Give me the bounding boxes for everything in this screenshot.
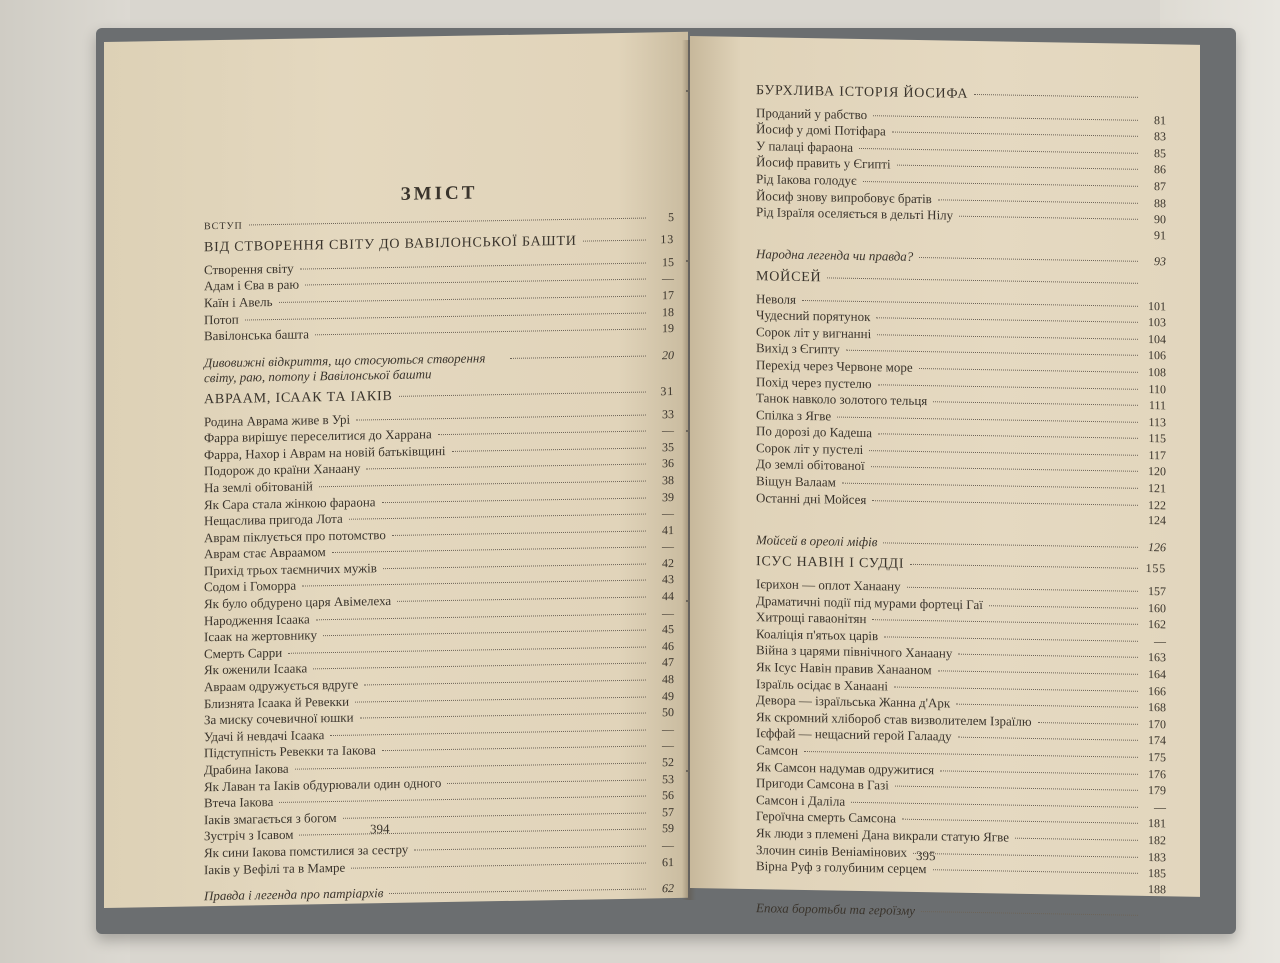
toc-page-number: 175 (1148, 749, 1166, 765)
toc-entry-label: Як сини Іакова помстилися за сестру (204, 841, 409, 861)
toc-entry-label: Як оженили Ісаака (204, 660, 308, 678)
dot-leader (938, 670, 1138, 674)
dot-leader (895, 786, 1138, 791)
dot-leader (846, 350, 1138, 356)
dot-leader (958, 737, 1138, 741)
dot-leader (989, 605, 1138, 609)
toc-page-number: 20 (662, 347, 674, 363)
toc-page-number: 41 (662, 522, 674, 537)
toc-entry-label: Мойсей в ореолі міфів (756, 531, 878, 550)
dot-leader (863, 181, 1138, 187)
toc-page-number: — (662, 838, 674, 853)
toc-entry-label: Злочин синів Веніамінових (756, 841, 908, 860)
toc-entry-label: Ісаак на жертовнику (204, 627, 317, 645)
toc-page-number: 18 (662, 304, 674, 319)
toc-entry-label: Як люди з племені Дана викрали статую Ягве (756, 825, 1009, 845)
toc-page-number: 179 (1148, 783, 1166, 798)
toc-entry-label: Родина Аврама живе в Урі (204, 411, 351, 429)
toc-entry-label: Спілка з Ягве (756, 406, 832, 424)
dot-leader (919, 368, 1138, 373)
toc-page-number: 19 (662, 321, 674, 336)
toc-title: ЗМІСТ (400, 182, 478, 205)
toc-page-number: 126 (1148, 539, 1166, 555)
toc-entry-label: Нещаслива пригода Лота (204, 510, 343, 529)
toc-entry-label: Правда і легенда про патріархів (204, 885, 384, 904)
toc-entry-label: Створення світу (204, 260, 294, 278)
spacer (762, 229, 1138, 236)
toc-entry-label: Героїчна смерть Самсона (756, 808, 897, 826)
toc-entry-label: Віщун Валаам (756, 473, 836, 490)
toc-entry-label: Удачі й невдачі Ісаака (204, 726, 325, 745)
toc-page-number: 113 (1148, 414, 1166, 429)
toc-page-number: 108 (1148, 364, 1166, 380)
toc-entry-label: Драматичні події під мурами фортеці Гаї (756, 592, 983, 612)
toc-page-number: 48 (662, 672, 674, 687)
dot-leader (452, 447, 646, 451)
dot-leader (249, 217, 646, 225)
toc-entry-label: БУРХЛИВА ІСТОРІЯ ЙОСИФА (756, 83, 969, 102)
toc-page-number: 117 (1148, 447, 1166, 463)
dot-leader (897, 165, 1138, 170)
toc-page-number: 160 (1148, 600, 1166, 615)
toc-entry-label: ВІД СТВОРЕННЯ СВІТУ ДО ВАВІЛОНСЬКОЇ БАШТИ (204, 233, 577, 256)
dot-leader (902, 819, 1138, 824)
toc-section-heading[interactable] (756, 555, 1166, 578)
dot-leader (910, 564, 1138, 569)
toc-page-number: 166 (1148, 683, 1166, 698)
toc-entry-label: Проданий у рабство (756, 104, 868, 122)
toc-page-number: 106 (1148, 348, 1166, 363)
toc-entry-label: Потоп (204, 311, 239, 327)
dot-leader (873, 115, 1138, 121)
toc-page-number: 36 (662, 456, 674, 471)
toc-page-number: 47 (662, 655, 674, 670)
dot-leader (940, 770, 1138, 774)
toc-page-number: 104 (1148, 331, 1166, 347)
toc-page-number: 31 (660, 383, 674, 399)
dot-leader (510, 355, 646, 358)
toc-page-number: 52 (662, 755, 674, 770)
dot-leader (343, 812, 646, 818)
toc-page-number: — (662, 423, 674, 438)
toc-entry-label: ІСУС НАВІН І СУДДІ (756, 554, 905, 573)
right-sections (756, 83, 1166, 923)
toc-page-number: 46 (662, 638, 674, 654)
toc-entry-label: Як Сара стала жінкою фараона (204, 493, 376, 512)
page-number-left: 394 (370, 821, 390, 837)
toc-page-number: 45 (662, 622, 674, 637)
toc-section-heading[interactable] (204, 384, 674, 408)
toc-entry-label: Як Ісус Навін правив Ханааном (756, 659, 932, 678)
toc-entry-label: Девора — ізраїльська Жанна д'Арк (756, 692, 951, 711)
toc-entry-label: Як Лаван та Іаків обдурювали один одного (204, 774, 442, 794)
dot-leader (366, 464, 646, 470)
toc-entry-label: Як скромний хлібороб став визволителем Ізраїлю (756, 708, 1032, 729)
dot-leader (859, 148, 1138, 154)
toc-page-number: 164 (1148, 666, 1166, 682)
toc-entry-label: У палаці фараона (756, 137, 854, 155)
dot-leader (877, 334, 1138, 340)
dot-leader (878, 384, 1138, 390)
toc-right (756, 77, 1166, 927)
toc-page-number: 13 (660, 232, 674, 247)
toc-page-number: — (662, 721, 674, 737)
dot-leader (871, 467, 1138, 473)
toc-page-number: 185 (1148, 866, 1166, 881)
toc-entry-label: Народна легенда чи правда? (756, 246, 914, 265)
toc-entry-label: Вірна Руф з голубиним серцем (756, 858, 927, 877)
toc-page-number: 61 (662, 854, 674, 869)
toc-page-number: 174 (1148, 733, 1166, 748)
dot-leader (872, 500, 1138, 506)
toc-entry-label: До землі обітованої (756, 456, 865, 474)
toc-page-number: 35 (662, 439, 674, 454)
toc-essay-entry[interactable] (756, 246, 1166, 270)
dot-leader (364, 680, 646, 686)
dot-leader (323, 630, 646, 637)
toc-entry-label: Смерть Сарри (204, 644, 283, 662)
toc-page-number: 59 (662, 821, 674, 836)
toc-page-number: 57 (662, 804, 674, 820)
dot-leader (956, 704, 1138, 708)
toc-entry-label: Рід Ізраїля оселяється в дельті Нілу (756, 204, 954, 223)
toc-page-number: 93 (1154, 254, 1166, 269)
toc-page-number: 86 (1154, 162, 1166, 177)
toc-page-number: 87 (1154, 179, 1166, 194)
toc-page-number: 17 (662, 288, 674, 303)
toc-entry-label: МОЙСЕЙ (756, 269, 822, 286)
toc-section-heading[interactable] (204, 232, 674, 256)
toc-page-number: 53 (662, 771, 674, 786)
toc-page-number: 182 (1148, 832, 1166, 848)
page-number-right: 395 (916, 847, 936, 864)
toc-essay-entry[interactable] (756, 532, 1166, 556)
toc-page-number: 62 (662, 881, 674, 896)
dot-leader (300, 262, 646, 269)
spacer (762, 515, 1138, 522)
toc-page-number: 157 (1148, 584, 1166, 599)
dot-leader (356, 414, 646, 420)
dot-leader (295, 763, 646, 770)
left-sections (204, 232, 674, 905)
dot-leader (804, 751, 1138, 758)
toc-entry-label: Каїн і Авель (204, 294, 273, 311)
dot-leader (958, 654, 1138, 658)
toc-page-number: 155 (1145, 561, 1166, 576)
spacer (762, 883, 1138, 890)
toc-page-number: 44 (662, 589, 674, 604)
toc-page-number: — (662, 506, 674, 521)
toc-entry-label: Втеча Іакова (204, 794, 274, 811)
dot-leader (315, 329, 646, 336)
dot-leader (302, 580, 646, 587)
toc-entry-label: Близнята Ісаака й Ревекки (204, 693, 350, 711)
dot-leader (389, 889, 646, 894)
toc-page-number: 176 (1148, 766, 1166, 781)
dot-leader (933, 869, 1139, 874)
dot-leader (349, 514, 646, 520)
dot-leader (1038, 722, 1138, 725)
dot-leader (279, 296, 646, 303)
toc-essay-entry[interactable] (756, 900, 1166, 923)
dot-leader (382, 746, 646, 752)
left-page (104, 32, 688, 908)
toc-section-heading[interactable] (756, 83, 1166, 106)
dot-leader (299, 829, 646, 836)
toc-page-number: 120 (1148, 464, 1166, 479)
toc-page-number: 5 (668, 209, 674, 224)
dot-leader (959, 216, 1138, 220)
toc-page-number: — (1154, 799, 1166, 815)
toc-essay-entry[interactable] (204, 880, 674, 905)
dot-leader (869, 450, 1138, 456)
toc-page-number: 56 (662, 788, 674, 803)
dot-leader (305, 279, 646, 286)
toc-entry-label: Неволя (756, 290, 797, 307)
dot-leader (332, 547, 646, 553)
toc-page-number: 124 (1148, 513, 1166, 528)
toc-page-number: — (662, 605, 674, 620)
toc-entry-label: Епоха боротьби та героїзму (756, 900, 916, 919)
toc-page-number: 42 (662, 555, 674, 571)
toc-entry-label: Вавілонська башта (204, 326, 309, 344)
toc-entry-label: Самсон (756, 742, 798, 758)
toc-page-number: 162 (1148, 617, 1166, 632)
toc-page-number: 15 (662, 254, 674, 270)
toc-entry-label: Як було обдурено царя Авімелеха (204, 593, 392, 612)
toc-page-number: 103 (1148, 315, 1166, 330)
toc-entry-label: Як Самсон надумав одружитися (756, 758, 935, 777)
toc-entry-label: Драбина Іакова (204, 760, 289, 778)
dot-leader (583, 240, 646, 242)
dot-leader (330, 729, 646, 736)
dot-leader (397, 597, 646, 602)
dot-leader (842, 483, 1138, 489)
toc-page-number: 50 (662, 705, 674, 720)
toc-page-number: 33 (662, 406, 674, 421)
dot-leader (921, 911, 1138, 916)
toc-page-number: — (662, 539, 674, 554)
dot-leader (894, 686, 1138, 691)
right-page (690, 36, 1200, 919)
toc-entry-label: ВСТУП (204, 220, 243, 232)
dot-leader (316, 613, 646, 620)
dot-leader (883, 542, 1138, 547)
dot-leader (313, 663, 646, 670)
dot-leader (383, 563, 646, 569)
toc-entry-label: Фарра вирішує переселитися до Харрана (204, 426, 432, 446)
toc-page-number: 181 (1148, 816, 1166, 831)
toc-entry-label: АВРААМ, ІСААК ТА ІАКІВ (204, 388, 393, 408)
toc-page-number: 85 (1154, 145, 1166, 161)
dot-leader (884, 636, 1138, 641)
toc-page-number: 49 (662, 688, 674, 703)
toc-page-number: — (662, 271, 674, 286)
toc-entry-label: Рід Іакова голодує (756, 171, 857, 188)
toc-entry-label: Йосиф у домі Потіфара (756, 121, 886, 139)
toc-page-number: 115 (1148, 431, 1166, 446)
dot-leader (919, 257, 1138, 262)
toc-page-number: 101 (1148, 298, 1166, 313)
dot-leader (438, 431, 646, 436)
toc-page-number: 38 (662, 472, 674, 488)
toc-page-number: 188 (1148, 881, 1166, 897)
toc-page-number: 170 (1148, 716, 1166, 732)
dot-leader (876, 317, 1138, 323)
toc-entry-label: Похід через пустелю (756, 373, 872, 391)
toc-entry-label: Коаліція п'ятьох царів (756, 625, 879, 644)
dot-leader (913, 852, 1138, 857)
dot-leader (851, 802, 1138, 808)
toc-entry-label: Підступність Ревекки та Іакова (204, 742, 376, 761)
toc-entry-label: Содом і Гоморра (204, 578, 297, 595)
dot-leader (392, 530, 646, 535)
toc-entry-label: Останні дні Мойсея (756, 489, 867, 507)
dot-leader (279, 796, 646, 803)
dot-leader (938, 199, 1138, 203)
toc-entry-label: Народження Ісаака (204, 611, 310, 628)
toc-page-number: 43 (662, 572, 674, 587)
toc-entry-label: На землі обітованій (204, 478, 313, 496)
toc-entry-label: Війна з царями північного Ханаану (756, 642, 953, 661)
toc-entry-label: Йосиф править у Єгипті (756, 154, 891, 172)
toc-page-number: 168 (1148, 700, 1166, 715)
toc-entry-label: Іаків у Вефілі та в Мамре (204, 859, 346, 877)
toc-entry-label: Дивовижні відкриття, що стосуються створення світу, раю, потопу і Вавілонської башти (204, 350, 486, 386)
dot-leader (933, 401, 1138, 406)
toc-page-number: — (662, 738, 674, 753)
toc-page-number: 110 (1148, 381, 1166, 396)
toc-entry-label: Танок навколо золотого тельця (756, 390, 928, 409)
toc-entry-label: Самсон і Даліла (756, 791, 846, 809)
dot-leader (1015, 838, 1138, 841)
dot-leader (414, 846, 646, 851)
dot-leader (245, 312, 646, 320)
toc-entry-label: Ієффай — нещасний герой Галааду (756, 725, 952, 744)
dot-leader (382, 497, 646, 503)
dot-leader (837, 416, 1138, 422)
toc-entry-label: Фарра, Нахор і Аврам на новій батьківщині (204, 442, 446, 462)
toc-entry-label: Прихід трьох таємничих мужів (204, 560, 377, 579)
toc-entry-label: По дорозі до Кадеша (756, 423, 873, 441)
toc-page-number: 39 (662, 489, 674, 504)
toc-entry-label: Аврам піклується про потомство (204, 526, 386, 545)
toc-page-number: 91 (1154, 227, 1166, 243)
dot-leader (360, 713, 646, 719)
toc-left (204, 182, 674, 909)
toc-page-number: 121 (1148, 481, 1166, 496)
dot-leader (872, 619, 1138, 625)
dot-leader (892, 132, 1138, 137)
toc-page-number: 83 (1154, 129, 1166, 144)
toc-entry-label: Вихід з Єгипту (756, 340, 840, 357)
dot-leader (802, 299, 1138, 306)
toc-entry-label: Адам і Єва в раю (204, 276, 300, 294)
toc-page-number: 163 (1148, 650, 1166, 665)
toc-entry-label: Подорож до країни Ханаану (204, 460, 361, 479)
toc-entry-label: Авраам одружується вдруге (204, 676, 359, 695)
dot-leader (288, 646, 646, 653)
toc-entry-label: Чудесний порятунок (756, 307, 871, 325)
toc-entry-intro[interactable] (204, 210, 674, 235)
dot-leader (907, 587, 1138, 592)
dot-leader (878, 434, 1138, 440)
toc-page-number: 90 (1154, 212, 1166, 227)
toc-page-number: 122 (1148, 497, 1166, 512)
dot-leader (351, 862, 646, 868)
toc-entry-label: Хитрощі гаваонітян (756, 609, 867, 627)
toc-page-number: 183 (1148, 849, 1166, 864)
dot-leader (399, 391, 646, 396)
dot-leader (974, 94, 1138, 98)
toc-entry-label: Пригоди Самсона в Газі (756, 775, 889, 793)
toc-entry-label: Йосиф знову випробовує братів (756, 187, 932, 206)
dot-leader (319, 480, 646, 487)
toc-entry-label: Ізраїль осідає в Ханаані (756, 675, 889, 694)
toc-page-number: 111 (1148, 398, 1166, 413)
toc-entry-label: Ієрихон — оплот Ханаану (756, 576, 901, 594)
dot-leader (827, 277, 1138, 283)
dot-leader (355, 696, 646, 702)
toc-entry-label: Іаків змагається з богом (204, 809, 337, 828)
toc-entry-label: Зустріч з Ісавом (204, 827, 294, 844)
toc-entry-label: Аврам стає Авраамом (204, 544, 326, 562)
toc-entry-label: Сорок літ у вигнанні (756, 323, 872, 341)
toc-page-number: 88 (1154, 195, 1166, 210)
toc-entry-label: Сорок літ у пустелі (756, 440, 864, 457)
toc-entry-label: За миску сочевичної юшки (204, 709, 354, 728)
dot-leader (447, 779, 646, 783)
toc-page-number: — (1154, 633, 1166, 649)
toc-entry-label: Перехід через Червоне море (756, 357, 913, 375)
toc-page-number: 81 (1154, 112, 1166, 127)
toc-section-heading[interactable] (756, 269, 1166, 292)
toc-essay-entry[interactable] (204, 347, 674, 386)
